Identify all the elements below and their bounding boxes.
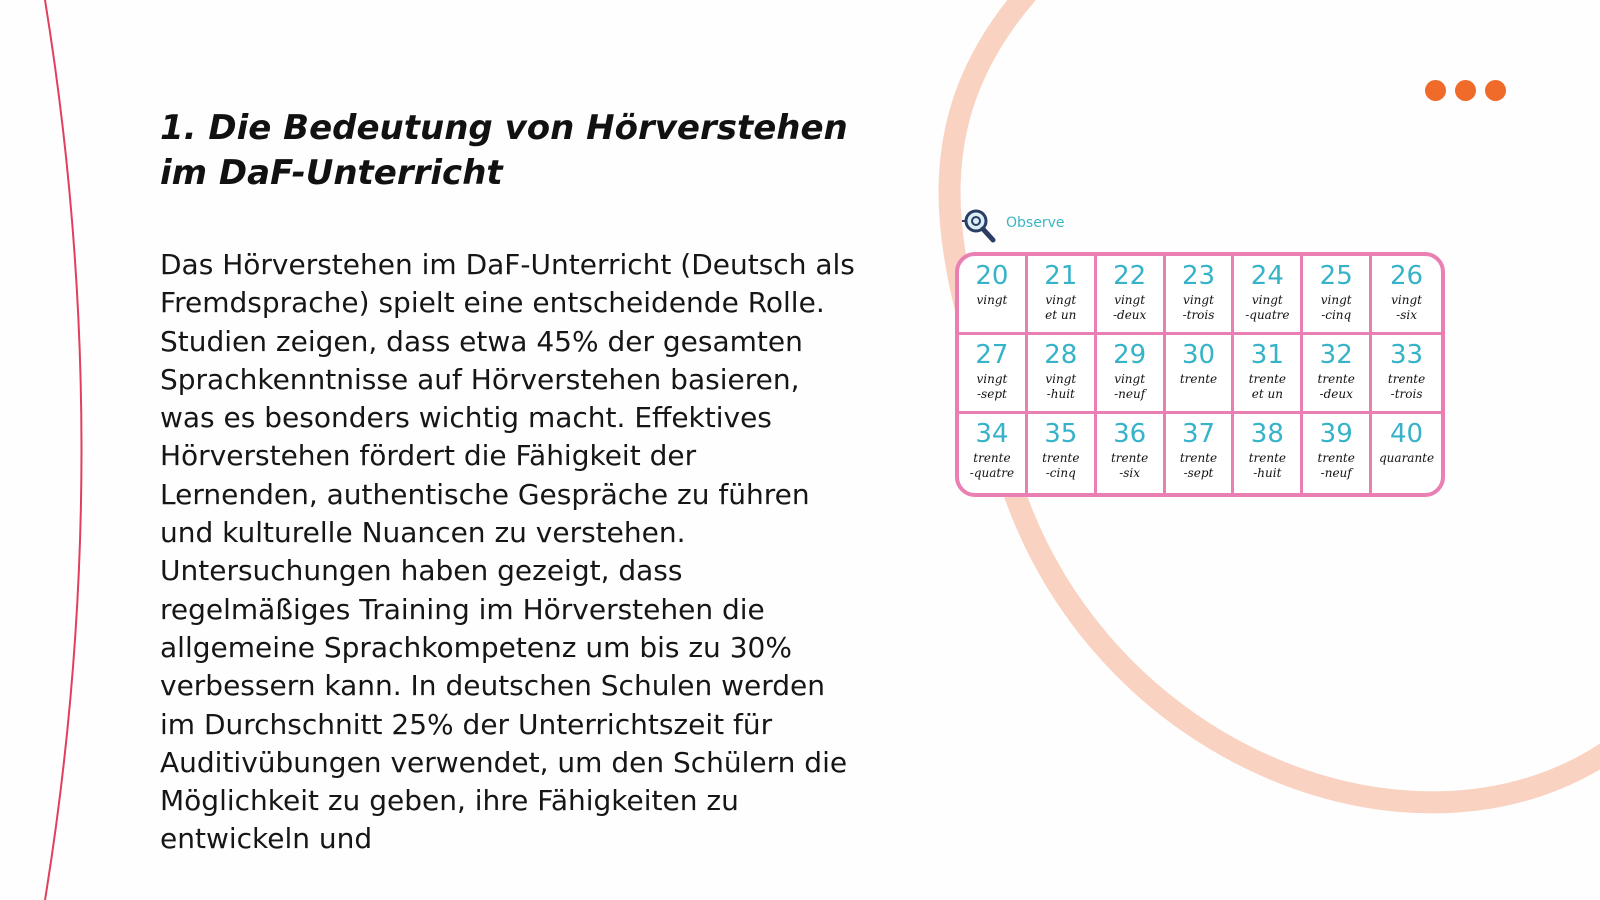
number-value: 38 <box>1250 419 1284 449</box>
number-value: 28 <box>1044 340 1078 370</box>
number-word: vingt -huit <box>1045 372 1077 401</box>
observe-label: Observe <box>1006 215 1065 231</box>
number-cell <box>1166 256 1235 335</box>
number-value: 30 <box>1181 340 1216 370</box>
number-word: trente <box>1179 372 1218 386</box>
number-value: 23 <box>1181 261 1216 291</box>
number-word: vingt -quatre <box>1245 293 1290 322</box>
magnifier-icon <box>960 206 1000 246</box>
numbers-figure <box>952 200 1452 510</box>
number-cell <box>1166 335 1235 414</box>
number-cell <box>1234 414 1303 493</box>
number-word: vingt -cinq <box>1320 293 1352 322</box>
number-cell <box>1028 335 1097 414</box>
number-value: 34 <box>975 419 1009 449</box>
number-word: vingt et un <box>1045 293 1077 322</box>
number-value: 31 <box>1250 340 1284 370</box>
number-word: trente -six <box>1110 451 1149 480</box>
slide-title: 1. Die Bedeutung von Hörverstehen im DaF-Unterricht <box>160 108 848 193</box>
number-cell <box>959 414 1028 493</box>
number-cell <box>1303 414 1372 493</box>
number-value: 35 <box>1044 419 1078 449</box>
number-word: trente -sept <box>1179 451 1218 480</box>
number-value: 39 <box>1319 419 1353 449</box>
number-word: vingt <box>976 293 1008 307</box>
number-word: trente -deux <box>1317 372 1355 401</box>
dot-icon <box>1485 80 1506 101</box>
number-word: vingt -deux <box>1112 293 1147 322</box>
number-word: trente -neuf <box>1317 451 1355 480</box>
number-value: 21 <box>1044 261 1078 291</box>
number-value: 36 <box>1113 419 1147 449</box>
number-cell <box>1028 256 1097 335</box>
number-word: trente et un <box>1248 372 1286 401</box>
number-cell <box>1303 335 1372 414</box>
number-word: vingt -sept <box>976 372 1008 401</box>
number-word: trente -huit <box>1248 451 1286 480</box>
number-value: 22 <box>1113 261 1147 291</box>
number-value: 29 <box>1113 340 1147 370</box>
number-word: quarante <box>1379 451 1435 465</box>
number-cell <box>1166 414 1235 493</box>
number-value: 27 <box>975 340 1009 370</box>
dot-icon <box>1455 80 1476 101</box>
number-word: trente -quatre <box>969 451 1015 480</box>
number-cell <box>1372 335 1441 414</box>
number-value: 25 <box>1319 261 1353 291</box>
numbers-grid <box>955 252 1445 497</box>
number-word: vingt -neuf <box>1114 372 1146 401</box>
number-word: vingt -trois <box>1182 293 1215 322</box>
number-cell <box>1097 414 1166 493</box>
number-value: 37 <box>1181 419 1216 449</box>
number-cell <box>959 335 1028 414</box>
number-cell <box>1097 256 1166 335</box>
number-word: trente -trois <box>1387 372 1426 401</box>
number-cell <box>1372 414 1441 493</box>
slide-body-text: Das Hörverstehen im DaF-Unterricht (Deutsch als Fremdsprache) spielt eine entscheidende Rolle. Studien zeigen, dass etwa 45% der gesamten Sprachkenntnisse auf Hörverstehen basieren, was es besonders wichtig macht. Effektives Hörverstehen fördert die Fähigkeit der Lernenden, authentische Gespräche zu führen und kulturelle Nuancen zu verstehen. Untersuchungen haben gezeigt, dass regelmäßiges Training im Hörverstehen die allgemeine Sprachkompetenz um bis zu 30% verbessern kann. In deutschen Schulen werden im Durchschnitt 25% der Unterrichtszeit für Auditivübungen verwendet, um den Schülern die Möglichkeit zu geben, ihre Fähigkeiten zu entwickeln und <box>160 248 855 856</box>
number-word: vingt -six <box>1391 293 1422 322</box>
number-cell <box>959 256 1028 335</box>
number-word: trente -cinq <box>1042 451 1080 480</box>
number-cell <box>1028 414 1097 493</box>
dot-icon <box>1425 80 1446 101</box>
number-cell <box>1234 335 1303 414</box>
menu-dots <box>1425 80 1506 101</box>
number-value: 26 <box>1390 261 1424 291</box>
number-value: 20 <box>975 261 1009 291</box>
number-value: 40 <box>1390 419 1424 449</box>
number-value: 33 <box>1390 340 1424 370</box>
number-cell <box>1372 256 1441 335</box>
observe-header <box>960 206 1064 246</box>
number-cell <box>1303 256 1372 335</box>
number-value: 24 <box>1250 261 1284 291</box>
number-cell <box>1234 256 1303 335</box>
number-cell <box>1097 335 1166 414</box>
number-value: 32 <box>1319 340 1353 370</box>
left-border-line <box>45 0 82 900</box>
